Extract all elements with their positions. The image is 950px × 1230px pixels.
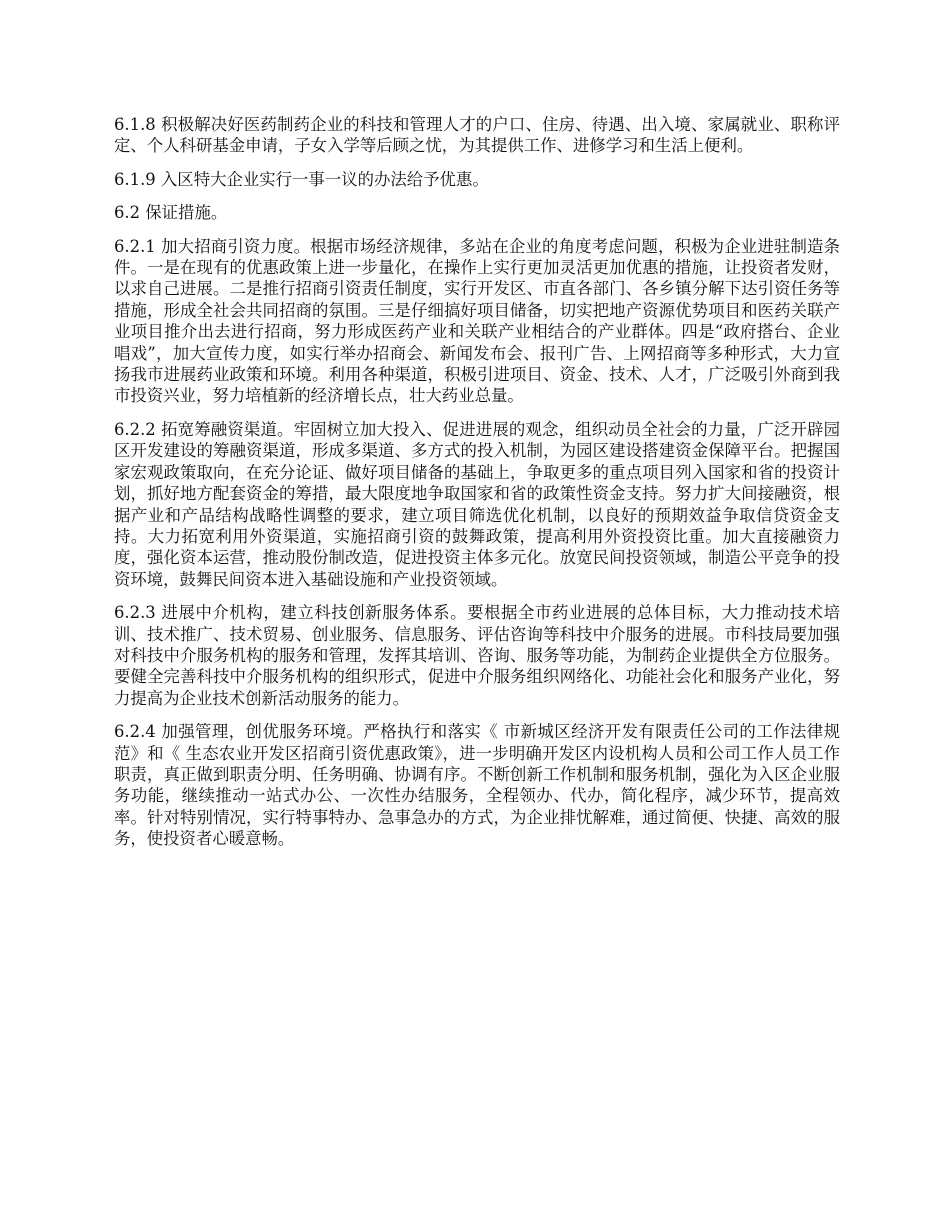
paragraph-6-2-2: 6.2.2 拓宽筹融资渠道。牢固树立加大投入、促进进展的观念，组织动员全社会的力量，广泛开辟园区开发建设的筹融资渠道，形成多渠道、多方式的投入机制，为园区建设搭建资金保障平台。把握国家宏观政策取向，在充分论证、做好项目储备的基础上，争取更多的重点项目列入国家和省的投资计划，抓好地方配套资金的筹措，最大限度地争取国家和省的政策性资金支持。努力扩大间接融资，根据产业和产品结构战略性调整的要求，建立项目筛选优化机制，以良好的预期效益争取信贷资金支持。大力拓宽利用外资渠道，实施招商引资的鼓舞政策，提高利用外资投资比重。加大直接融资力度，强化资本运营，推动股份制改造，促进投资主体多元化。放宽民间投资领域，制造公平竞争的投资环境，鼓舞民间资本进入基础设施和产业投资领域。 bbox=[114, 419, 840, 589]
paragraph-6-2-3: 6.2.3 进展中介机构，建立科技创新服务体系。要根据全市药业进展的总体目标，大力推动技术培训、技术推广、技术贸易、创业服务、信息服务、评估咨询等科技中介服务的进展。市科技局要加强对科技中介服务机构的服务和管理，发挥其培训、咨询、服务等功能，为制药企业提供全方位服务。要健全完善科技中介服务机构的组织形式，促进中介服务组织网络化、功能社会化和服务产业化，努力提高为企业技术创新活动服务的能力。 bbox=[114, 603, 840, 708]
paragraph-6-2-1: 6.2.1 加大招商引资力度。根据市场经济规律，多站在企业的角度考虑问题，积极为企业进驻制造条件。一是在现有的优惠政策上进一步量化，在操作上实行更加灵活更加优惠的措施，让投资者发财，以求自己进展。二是推行招商引资责任制度，实行开发区、市直各部门、各乡镇分解下达引资任务等措施，形成全社会共同招商的氛围。三是仔细搞好项目储备，切实把地产资源优势项目和医药关联产业项目推介出去进行招商，努力形成医药产业和关联产业相结合的产业群体。四是“政府搭台、企业唱戏”，加大宣传力度，如实行举办招商会、新闻发布会、报刊广告、上网招商等多种形式，大力宣扬我市进展药业政策和环境。利用各种渠道，积极引进项目、资金、技术、人才，广泛吸引外商到我市投资兴业，努力培植新的经济增长点，壮大药业总量。 bbox=[114, 236, 840, 406]
section-heading-6-2: 6.2 保证措施。 bbox=[114, 203, 228, 223]
document-body bbox=[114, 114, 840, 862]
paragraph-6-1-9: 6.1.9 入区特大企业实行一事一议的办法给予优惠。 bbox=[114, 169, 489, 189]
paragraph-6-2-4: 6.2.4 加强管理，创优服务环境。严格执行和落实《 市新城区经济开发有限责任公司的工作法律规范》和《 生态农业开发区招商引资优惠政策》，进一步明确开发区内设机构人员和公司工作人员工作职责，真正做到职责分明、任务明确、协调有序。不断创新工作机制和服务机制，强化为入区企业服务功能，继续推动一站式办公、一次性办结服务，全程领办、代办，简化程序，减少环节，提高效率。针对特别情况，实行特事特办、急事急办的方式，为企业排忧解难，通过简便、快捷、高效的服务，使投资者心暖意畅。 bbox=[114, 722, 840, 849]
paragraph-6-1-8: 6.1.8 积极解决好医药制药企业的科技和管理人才的户口、住房、待遇、出入境、家属就业、职称评定、个人科研基金申请，子女入学等后顾之忧，为其提供工作、进修学习和生活上便利。 bbox=[114, 115, 840, 156]
